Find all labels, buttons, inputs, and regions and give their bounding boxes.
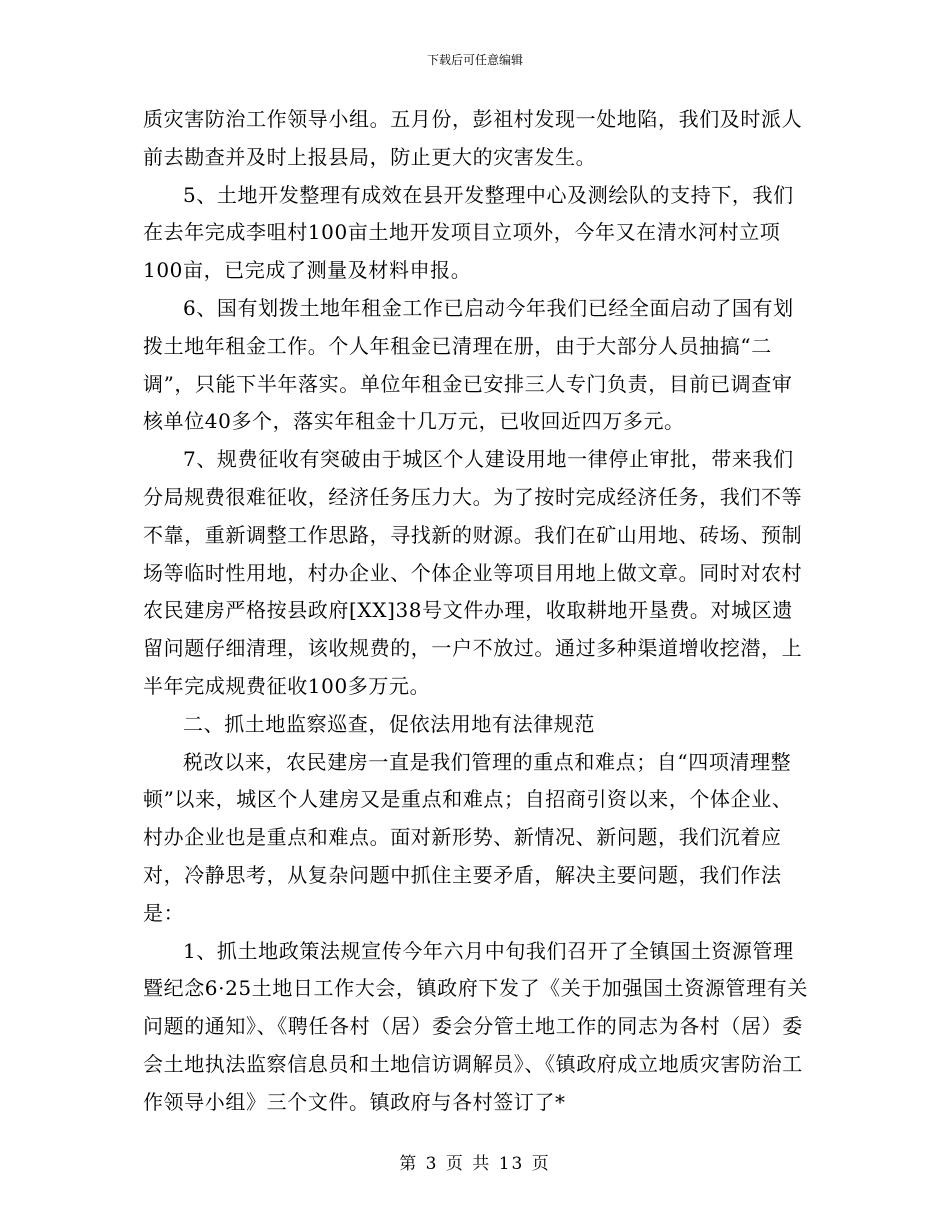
paragraph-item-7: 7、规费征收有突破由于城区个人建设用地一律停止审批，带来我们分局规费很难征收，经济任务压力大。为了按时完成经济任务，我们不等不靠，重新调整工作思路，寻找新的财源。我们在矿山用地、砖场、预制场等临时性用地，村办企业、个体企业等项目用地上做文章。同时对农村农民建房严格按县政府[XX]38号文件办理，收取耕地开垦费。对城区遗留问题仔细清理，该收规费的，一户不放过。通过多种渠道增收挖潜，上半年完成规费征收100多万元。	[143, 447, 803, 698]
section-heading-2: 二、抓土地监察巡查，促依法用地有法律规范	[183, 711, 595, 736]
page-header: 下载后可任意编辑	[426, 53, 523, 67]
paragraph-item-5: 5、土地开发整理有成效在县开发整理中心及测绘队的支持下，我们在去年完成李咀村100亩土地开发项目立项外，今年又在清水河村立项100亩，已完成了测量及材料申报。	[143, 182, 794, 283]
page-number-footer: 第 3 页 共 13 页	[399, 1154, 551, 1174]
paragraph-item-1: 1、抓土地政策法规宣传今年六月中旬我们召开了全镇国土资源管理暨纪念6·25土地日工作大会，镇政府下发了《关于加强国土资源管理有关问题的通知》、《聘任各村（居）委会分管土地工作的同志为各村（居）委会土地执法监察信息员和土地信访调解员》、《镇政府成立地质灾害防治工作领导小组》三个文件。镇政府与各村签订了*	[143, 938, 808, 1114]
paragraph-continuation: 质灾害防治工作领导小组。五月份，彭祖村发现一处地陷，我们及时派人前去勘查并及时上报县局，防止更大的灾害发生。	[143, 107, 803, 169]
document-body	[143, 101, 813, 1122]
paragraph-item-6: 6、国有划拨土地年租金工作已启动今年我们已经全面启动了国有划拨土地年租金工作。个人年租金已清理在册，由于大部分人员抽搞“二调”，只能下半年落实。单位年租金已安排三人专门负责，目前已调查审核单位40多个，落实年租金十几万元，已收回近四万多元。	[143, 295, 794, 434]
paragraph-section-intro: 税改以来，农民建房一直是我们管理的重点和难点；自“四项清理整顿”以来，城区个人建房又是重点和难点；自招商引资以来，个体企业、村办企业也是重点和难点。面对新形势、新情况、新问题，我们沉着应对，冷静思考，从复杂问题中抓住主要矛盾，解决主要问题，我们作法是：	[143, 749, 793, 925]
